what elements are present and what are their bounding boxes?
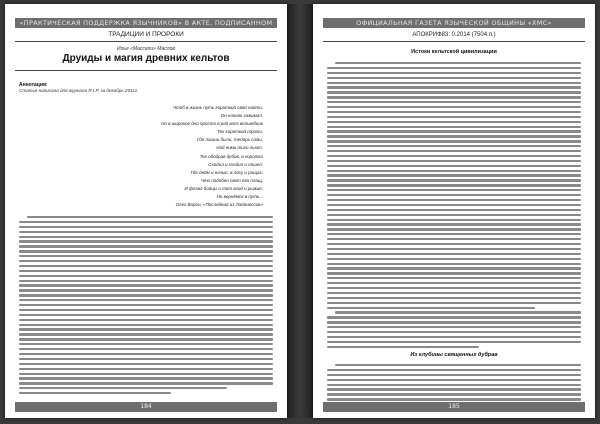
article-body <box>19 216 273 397</box>
divider <box>323 41 585 42</box>
poem-line: Где пашни были, теперь сады, <box>197 137 263 143</box>
issue-label: АПОКРИФ83: 0.2014 (7504.п.) <box>412 32 496 38</box>
left-page-header: «ПРАКТИЧЕСКАЯ ПОДДЕРЖКА ЯЗЫЧНИКОВ» В АКТЕ, ПОДПИСАННОМ <box>15 18 277 28</box>
poem-line: Тех ободрав дубов, в коротки <box>199 153 263 159</box>
poem-line: Где днём и ночью, в лесу и рощах, <box>190 169 263 175</box>
poem-line: Тех короткой тропы, <box>217 129 263 135</box>
right-page-header: ОФИЦИАЛЬНАЯ ГАЗЕТА ЯЗЫЧЕСКОЙ ОБЩИНЫ «ХМС» <box>323 18 585 28</box>
poem-attribution: Олег Ворон, «Последний из Лайонессов» <box>175 202 263 208</box>
article-title: Друиды и магия древних кельтов <box>62 53 230 64</box>
poem-line: Он клинок зажимал, <box>220 113 263 119</box>
abstract-heading: Аннотация: <box>19 82 48 88</box>
right-page <box>313 4 595 418</box>
epigraph-poem <box>113 104 263 209</box>
poem-line: Над ними тихо льют. <box>216 145 263 151</box>
section-heading: Истоки кельтской цивилизации <box>411 49 497 55</box>
poem-line: Сходил и сходил и пошел. <box>208 161 263 167</box>
article-author: Илья «Массели» Маслов <box>117 46 175 52</box>
abstract-text: Статья написана для журнала R.I.P. за декабрь 2011г. <box>19 88 139 93</box>
poem-line: Но в широкое дно просто в ряд влез волшебник <box>161 121 263 127</box>
left-page <box>5 4 287 418</box>
poem-line: Но вернёмся в путь... <box>216 194 263 200</box>
poem-line: Чтоб в жизнь путь короткий свой найти, <box>173 105 263 110</box>
divider <box>15 41 277 42</box>
spine-gutter <box>287 4 313 418</box>
page-number: 185 <box>323 402 585 412</box>
divider <box>15 70 277 71</box>
poem-line: И фланг бойцы и тот вход и рыжие, <box>184 185 263 191</box>
article-body <box>327 62 581 351</box>
section-heading: Из глубины священных дубрав <box>410 352 498 358</box>
section-label: ТРАДИЦИИ И ПРОРОКИ <box>108 31 184 38</box>
page-number: 184 <box>15 402 277 412</box>
poem-line: Что подобен свет его плащ, <box>200 177 263 183</box>
